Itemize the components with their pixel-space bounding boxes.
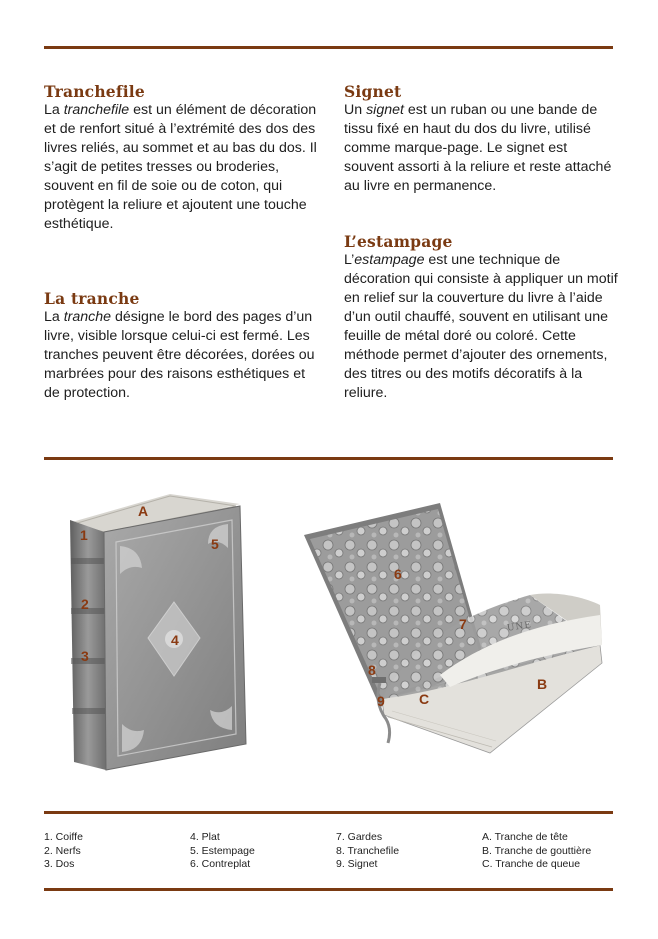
- callout-1: 1: [80, 527, 88, 543]
- callout-4: 4: [171, 632, 179, 648]
- legend-item: 8. Tranchefile: [336, 844, 400, 857]
- callout-5: 5: [211, 536, 219, 552]
- legend-item: 7. Gardes: [336, 831, 383, 843]
- callout-B: B: [537, 676, 548, 692]
- callout-8: 8: [368, 662, 376, 678]
- closed-book-drawing: [60, 480, 260, 780]
- legend-top-rule: [44, 811, 613, 814]
- legend-item: 9. Signet: [336, 858, 378, 870]
- legend-item: 1. Coiffe: [44, 831, 83, 843]
- entry-title: Tranchefile: [44, 82, 145, 101]
- legend-column-4: [482, 831, 591, 872]
- callout-C: C: [419, 691, 430, 707]
- legend-item: 2. Nerfs: [44, 844, 81, 857]
- bottom-rule: [44, 888, 613, 891]
- open-book-illustration: [300, 495, 610, 755]
- callout-7: 7: [459, 616, 467, 632]
- legend-item: 4. Plat: [190, 831, 220, 843]
- callout-6: 6: [394, 566, 402, 582]
- legend-item: 6. Contreplat: [190, 858, 251, 870]
- entry-body: La tranche désigne le bord des pages d’un livre, visible lorsque celui-ci est fermé. Les tranches peuvent être décorées, dorées ou marbrées pour des raisons esthétiques et de protection.: [44, 309, 315, 401]
- entry-title: La tranche: [44, 289, 140, 308]
- entry-body: La tranchefile est un élément de décoration et de renfort situé à l’extrémité des dos des livres reliés, au sommet et au bas du dos. Il s’agit de petites tresses ou broderies, souvent en fil de soie ou de coton, qui protègent la reliure et ajoutent une touche esthétique.: [44, 102, 317, 232]
- open-book-drawing: [300, 495, 610, 755]
- callout-3: 3: [81, 648, 89, 664]
- entry-body: Un signet est un ruban ou une bande de tissu fixé en haut du dos du livre, utilisé comme marque-page. Le signet est souvent assorti à la reliure et reste attaché au livre en permanence.: [344, 102, 612, 194]
- middle-rule: [44, 457, 613, 460]
- entry-tranche: [44, 289, 319, 403]
- legend-item: C. Tranche de queue: [482, 858, 581, 870]
- legend-item: A. Tranche de tête: [482, 831, 568, 843]
- entry-title: L’estampage: [344, 232, 453, 251]
- entry-signet: [344, 82, 619, 196]
- legend-item: 3. Dos: [44, 858, 75, 870]
- open-book-page-text: UNE: [506, 620, 533, 634]
- callout-A: A: [138, 503, 149, 519]
- legend-column-3: [336, 831, 399, 872]
- entry-estampage: [344, 232, 619, 403]
- entry-title: Signet: [344, 82, 402, 101]
- callout-9: 9: [377, 693, 385, 709]
- legend-column-2: [190, 831, 255, 872]
- closed-book-illustration: [60, 480, 260, 780]
- legend-item: 5. Estempage: [190, 844, 255, 857]
- legend-item: B. Tranche de gouttière: [482, 844, 592, 857]
- legend: [44, 831, 613, 875]
- entry-body: L’estampage est une technique de décoration qui consiste à appliquer un motif en relief sur la couverture du livre à l’aide d’un outil chauffé, souvent en utilisant une feuille de métal doré ou coloré. Cette méthode permet d’ajouter des ornements, des titres ou des motifs décoratifs à la reliure.: [344, 252, 618, 401]
- entry-tranchefile: [44, 82, 319, 234]
- callout-2: 2: [81, 596, 89, 612]
- legend-column-1: [44, 831, 83, 872]
- top-rule: [44, 46, 613, 49]
